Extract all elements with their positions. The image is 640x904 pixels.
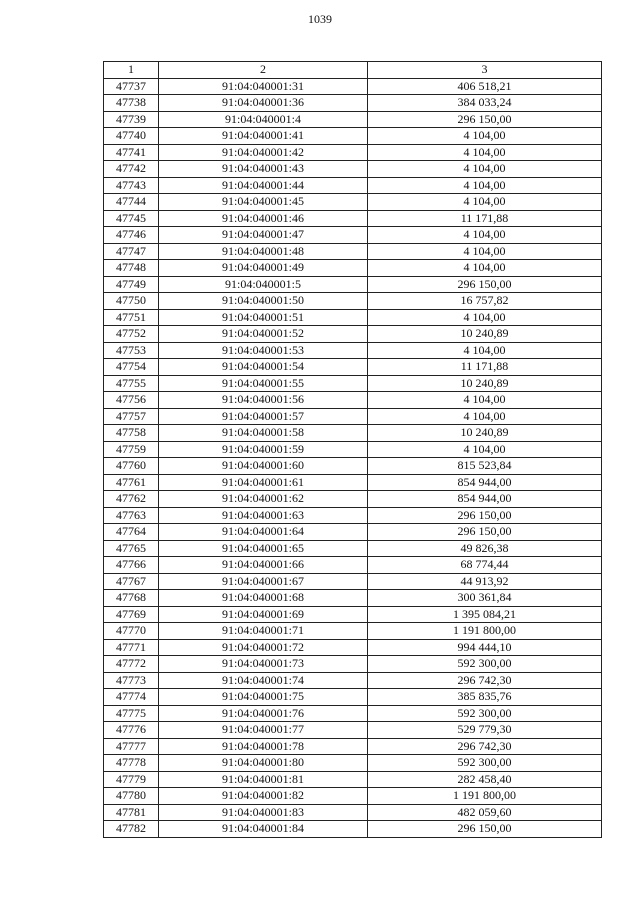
- value-cell: 296 150,00: [368, 507, 602, 524]
- row-number-cell: 47778: [104, 755, 159, 772]
- value-cell: 1 191 800,00: [368, 788, 602, 805]
- cadastral-number-cell: 91:04:040001:65: [159, 540, 368, 557]
- table-row: [104, 128, 602, 145]
- value-cell: 592 300,00: [368, 656, 602, 673]
- value-cell: 296 742,30: [368, 738, 602, 755]
- value-cell: 4 104,00: [368, 227, 602, 244]
- table-row: [104, 78, 602, 95]
- cadastral-number-cell: 91:04:040001:47: [159, 227, 368, 244]
- value-cell: 296 150,00: [368, 111, 602, 128]
- value-cell: 68 774,44: [368, 557, 602, 574]
- value-cell: 529 779,30: [368, 722, 602, 739]
- cadastral-number-cell: 91:04:040001:55: [159, 375, 368, 392]
- value-cell: 11 171,88: [368, 359, 602, 376]
- row-number-cell: 47769: [104, 606, 159, 623]
- row-number-cell: 47754: [104, 359, 159, 376]
- value-cell: 854 944,00: [368, 491, 602, 508]
- cadastral-number-cell: 91:04:040001:76: [159, 705, 368, 722]
- row-number-cell: 47764: [104, 524, 159, 541]
- value-cell: 11 171,88: [368, 210, 602, 227]
- column-header-1: 1: [104, 62, 159, 79]
- cadastral-number-cell: 91:04:040001:63: [159, 507, 368, 524]
- cadastral-number-cell: 91:04:040001:56: [159, 392, 368, 409]
- value-cell: 4 104,00: [368, 243, 602, 260]
- table-row: [104, 623, 602, 640]
- table-row: [104, 705, 602, 722]
- table-row: [104, 606, 602, 623]
- row-number-cell: 47741: [104, 144, 159, 161]
- value-cell: 300 361,84: [368, 590, 602, 607]
- row-number-cell: 47738: [104, 95, 159, 112]
- column-header-3: 3: [368, 62, 602, 79]
- cadastral-number-cell: 91:04:040001:45: [159, 194, 368, 211]
- cadastral-number-cell: 91:04:040001:84: [159, 821, 368, 838]
- table-row: [104, 293, 602, 310]
- cadastral-number-cell: 91:04:040001:53: [159, 342, 368, 359]
- row-number-cell: 47766: [104, 557, 159, 574]
- value-cell: 282 458,40: [368, 771, 602, 788]
- cadastral-number-cell: 91:04:040001:62: [159, 491, 368, 508]
- value-cell: 482 059,60: [368, 804, 602, 821]
- cadastral-number-cell: 91:04:040001:54: [159, 359, 368, 376]
- table-row: [104, 194, 602, 211]
- row-number-cell: 47765: [104, 540, 159, 557]
- value-cell: 4 104,00: [368, 441, 602, 458]
- row-number-cell: 47752: [104, 326, 159, 343]
- value-cell: 4 104,00: [368, 177, 602, 194]
- cadastral-number-cell: 91:04:040001:41: [159, 128, 368, 145]
- table-row: [104, 788, 602, 805]
- row-number-cell: 47750: [104, 293, 159, 310]
- cadastral-number-cell: 91:04:040001:77: [159, 722, 368, 739]
- row-number-cell: 47743: [104, 177, 159, 194]
- value-cell: 384 033,24: [368, 95, 602, 112]
- cadastral-number-cell: 91:04:040001:4: [159, 111, 368, 128]
- row-number-cell: 47763: [104, 507, 159, 524]
- cadastral-number-cell: 91:04:040001:58: [159, 425, 368, 442]
- row-number-cell: 47773: [104, 672, 159, 689]
- value-cell: 592 300,00: [368, 705, 602, 722]
- value-cell: 592 300,00: [368, 755, 602, 772]
- table-row: [104, 359, 602, 376]
- row-number-cell: 47740: [104, 128, 159, 145]
- cadastral-number-cell: 91:04:040001:52: [159, 326, 368, 343]
- cadastral-number-cell: 91:04:040001:74: [159, 672, 368, 689]
- value-cell: 296 742,30: [368, 672, 602, 689]
- cadastral-number-cell: 91:04:040001:68: [159, 590, 368, 607]
- row-number-cell: 47747: [104, 243, 159, 260]
- row-number-cell: 47756: [104, 392, 159, 409]
- table-row: [104, 771, 602, 788]
- cadastral-number-cell: 91:04:040001:82: [159, 788, 368, 805]
- table-row: [104, 95, 602, 112]
- table-row: [104, 260, 602, 277]
- header-row: [104, 62, 602, 79]
- cadastral-number-cell: 91:04:040001:73: [159, 656, 368, 673]
- table-row: [104, 441, 602, 458]
- row-number-cell: 47775: [104, 705, 159, 722]
- row-number-cell: 47742: [104, 161, 159, 178]
- row-number-cell: 47758: [104, 425, 159, 442]
- cadastral-number-cell: 91:04:040001:44: [159, 177, 368, 194]
- value-cell: 4 104,00: [368, 194, 602, 211]
- table-row: [104, 458, 602, 475]
- row-number-cell: 47737: [104, 78, 159, 95]
- cadastral-number-cell: 91:04:040001:60: [159, 458, 368, 475]
- table-row: [104, 227, 602, 244]
- value-cell: 4 104,00: [368, 309, 602, 326]
- table-row: [104, 755, 602, 772]
- table-row: [104, 672, 602, 689]
- cadastral-number-cell: 91:04:040001:49: [159, 260, 368, 277]
- table-row: [104, 342, 602, 359]
- table-row: [104, 144, 602, 161]
- table-row: [104, 590, 602, 607]
- row-number-cell: 47751: [104, 309, 159, 326]
- cadastral-number-cell: 91:04:040001:78: [159, 738, 368, 755]
- table-row: [104, 557, 602, 574]
- value-cell: 4 104,00: [368, 128, 602, 145]
- value-cell: 994 444,10: [368, 639, 602, 656]
- cadastral-number-cell: 91:04:040001:31: [159, 78, 368, 95]
- column-header-2: 2: [159, 62, 368, 79]
- table-row: [104, 540, 602, 557]
- row-number-cell: 47757: [104, 408, 159, 425]
- row-number-cell: 47780: [104, 788, 159, 805]
- cadastral-number-cell: 91:04:040001:64: [159, 524, 368, 541]
- table-row: [104, 804, 602, 821]
- value-cell: 296 150,00: [368, 524, 602, 541]
- row-number-cell: 47768: [104, 590, 159, 607]
- row-number-cell: 47760: [104, 458, 159, 475]
- table-row: [104, 326, 602, 343]
- row-number-cell: 47744: [104, 194, 159, 211]
- row-number-cell: 47755: [104, 375, 159, 392]
- value-cell: 296 150,00: [368, 821, 602, 838]
- table-row: [104, 210, 602, 227]
- cadastral-number-cell: 91:04:040001:80: [159, 755, 368, 772]
- cadastral-number-cell: 91:04:040001:72: [159, 639, 368, 656]
- cadastral-number-cell: 91:04:040001:83: [159, 804, 368, 821]
- value-cell: 4 104,00: [368, 408, 602, 425]
- row-number-cell: 47762: [104, 491, 159, 508]
- value-cell: 4 104,00: [368, 161, 602, 178]
- value-cell: 854 944,00: [368, 474, 602, 491]
- value-cell: 4 104,00: [368, 144, 602, 161]
- row-number-cell: 47753: [104, 342, 159, 359]
- cadastral-number-cell: 91:04:040001:57: [159, 408, 368, 425]
- value-cell: 49 826,38: [368, 540, 602, 557]
- row-number-cell: 47777: [104, 738, 159, 755]
- cadastral-number-cell: 91:04:040001:67: [159, 573, 368, 590]
- value-cell: 4 104,00: [368, 260, 602, 277]
- row-number-cell: 47761: [104, 474, 159, 491]
- cadastral-number-cell: 91:04:040001:71: [159, 623, 368, 640]
- table-row: [104, 243, 602, 260]
- cadastral-number-cell: 91:04:040001:69: [159, 606, 368, 623]
- table-row: [104, 491, 602, 508]
- value-cell: 4 104,00: [368, 342, 602, 359]
- value-cell: 385 835,76: [368, 689, 602, 706]
- row-number-cell: 47782: [104, 821, 159, 838]
- table-header: [104, 62, 602, 79]
- value-cell: 1 395 084,21: [368, 606, 602, 623]
- table-row: [104, 507, 602, 524]
- cadastral-number-cell: 91:04:040001:46: [159, 210, 368, 227]
- value-cell: 16 757,82: [368, 293, 602, 310]
- row-number-cell: 47746: [104, 227, 159, 244]
- cadastral-number-cell: 91:04:040001:75: [159, 689, 368, 706]
- table-row: [104, 425, 602, 442]
- table-row: [104, 408, 602, 425]
- value-cell: 406 518,21: [368, 78, 602, 95]
- value-cell: 44 913,92: [368, 573, 602, 590]
- row-number-cell: 47739: [104, 111, 159, 128]
- registry-table: [103, 61, 602, 838]
- value-cell: 10 240,89: [368, 375, 602, 392]
- value-cell: 10 240,89: [368, 326, 602, 343]
- table-row: [104, 276, 602, 293]
- row-number-cell: 47759: [104, 441, 159, 458]
- table-row: [104, 656, 602, 673]
- cadastral-number-cell: 91:04:040001:51: [159, 309, 368, 326]
- table-row: [104, 375, 602, 392]
- cadastral-number-cell: 91:04:040001:42: [159, 144, 368, 161]
- table-row: [104, 639, 602, 656]
- table-row: [104, 722, 602, 739]
- cadastral-number-cell: 91:04:040001:48: [159, 243, 368, 260]
- cadastral-number-cell: 91:04:040001:66: [159, 557, 368, 574]
- page-number: 1039: [308, 12, 332, 26]
- cadastral-number-cell: 91:04:040001:61: [159, 474, 368, 491]
- row-number-cell: 47776: [104, 722, 159, 739]
- row-number-cell: 47770: [104, 623, 159, 640]
- row-number-cell: 47779: [104, 771, 159, 788]
- row-number-cell: 47745: [104, 210, 159, 227]
- row-number-cell: 47748: [104, 260, 159, 277]
- table-body: [104, 78, 602, 837]
- table-row: [104, 474, 602, 491]
- table-row: [104, 821, 602, 838]
- cadastral-number-cell: 91:04:040001:81: [159, 771, 368, 788]
- table-row: [104, 309, 602, 326]
- table-row: [104, 161, 602, 178]
- value-cell: 296 150,00: [368, 276, 602, 293]
- row-number-cell: 47767: [104, 573, 159, 590]
- cadastral-number-cell: 91:04:040001:43: [159, 161, 368, 178]
- row-number-cell: 47781: [104, 804, 159, 821]
- value-cell: 1 191 800,00: [368, 623, 602, 640]
- table-row: [104, 573, 602, 590]
- row-number-cell: 47749: [104, 276, 159, 293]
- row-number-cell: 47771: [104, 639, 159, 656]
- table-row: [104, 524, 602, 541]
- cadastral-number-cell: 91:04:040001:50: [159, 293, 368, 310]
- table-row: [104, 177, 602, 194]
- value-cell: 10 240,89: [368, 425, 602, 442]
- table-row: [104, 111, 602, 128]
- table-row: [104, 689, 602, 706]
- row-number-cell: 47774: [104, 689, 159, 706]
- value-cell: 815 523,84: [368, 458, 602, 475]
- cadastral-number-cell: 91:04:040001:59: [159, 441, 368, 458]
- table-row: [104, 738, 602, 755]
- cadastral-number-cell: 91:04:040001:5: [159, 276, 368, 293]
- cadastral-number-cell: 91:04:040001:36: [159, 95, 368, 112]
- value-cell: 4 104,00: [368, 392, 602, 409]
- row-number-cell: 47772: [104, 656, 159, 673]
- table-row: [104, 392, 602, 409]
